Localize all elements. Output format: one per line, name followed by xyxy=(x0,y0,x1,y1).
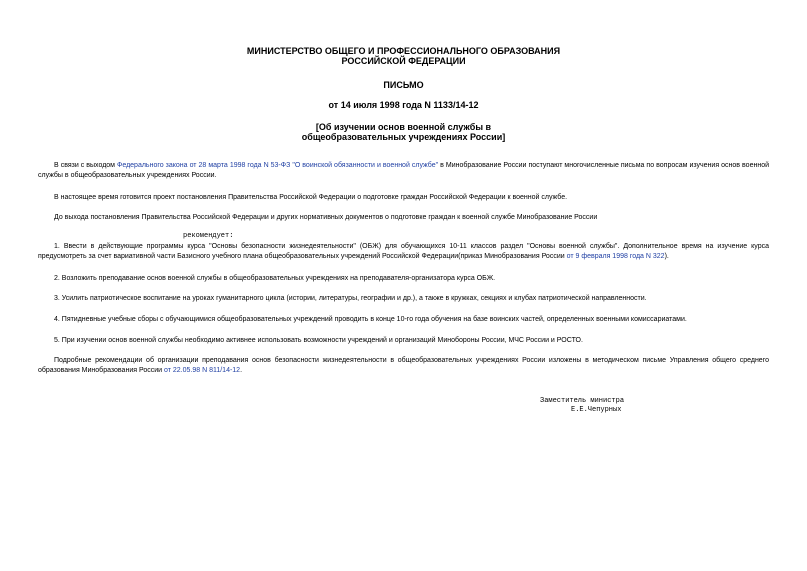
item-1-text-end: ). xyxy=(664,252,669,260)
order-322-link[interactable]: от 9 февраля 1998 года N 322 xyxy=(566,252,665,260)
document-date-number: от 14 июля 1998 года N 1133/14-12 xyxy=(328,100,479,110)
paragraph-final-text: Подробные рекомендации об организации преподавания основ безопасности жизнедеятельности в общеобразовательных учреждениях России изложены в методическом письме Управления общего среднего образования Минобразования России xyxy=(38,357,769,374)
item-1-text: 1. Ввести в действующие программы курса "Основы безопасности жизнедеятельности" (ОБЖ) для обучающихся 10-11 классов раздел "Основы военной службы". Дополнительное время на изучение курса предусмотреть за счет вариативной части Базисного учебного плана общеобразовательных учреждений Российской Федерации(приказ Минобразования России xyxy=(38,243,769,260)
ministry-line-2: РОССИЙСКОЙ ФЕДЕРАЦИИ xyxy=(341,56,466,66)
paragraph-intro-text-end: в Минобразование России поступают многочисленные письма по вопросам изучения основ военной службы в общеобразовательных учреждениях России. xyxy=(38,162,769,179)
paragraph-final-text-end: . xyxy=(240,366,243,374)
document-type: ПИСЬМО xyxy=(383,80,424,90)
paragraph-final xyxy=(38,356,769,375)
subject-line-1: [Об изучении основ военной службы в xyxy=(315,122,492,132)
document-subject xyxy=(0,122,807,142)
ministry-line-1: МИНИСТЕРСТВО ОБЩЕГО И ПРОФЕССИОНАЛЬНОГО ОБРАЗОВАНИЯ xyxy=(246,46,561,56)
signature-block xyxy=(540,397,624,415)
paragraph-pending xyxy=(38,213,769,223)
paragraph-intro-text: В связи с выходом xyxy=(54,162,118,169)
paragraph-draft xyxy=(38,193,769,203)
item-1 xyxy=(38,242,769,261)
letter-811-link[interactable]: от 22.05.98 N 811/14-12 xyxy=(163,366,241,374)
item-4 xyxy=(38,315,769,325)
signature-title: Заместитель министра xyxy=(540,397,625,405)
paragraph-draft-text: В настоящее время готовится проект постановления Правительства Российской Федерации о подготовке граждан Российской Федерации к военной службе. xyxy=(54,194,568,201)
item-3-text: 3. Усилить патриотическое воспитание на уроках гуманитарного цикла (истории, литературы, географии и др.), а также в кружках, секциях и клубах патриотической направленности. xyxy=(54,295,647,302)
recommends-label: рекомендует: xyxy=(183,232,234,240)
paragraph-pending-text: До выхода постановления Правительства Российской Федерации и других нормативных документов о подготовке граждан к военной службе Минобразование России xyxy=(54,214,598,221)
subject-line-2: общеобразовательных учреждениях России] xyxy=(301,132,506,142)
item-5 xyxy=(38,336,769,346)
item-5-text: 5. При изучении основ военной службы необходимо активнее использовать возможности учреждений и организаций Минобороны России, МЧС России и РОСТО. xyxy=(54,337,583,344)
item-2-text: 2. Возложить преподавание основ военной службы в общеобразовательных учреждениях на преподавателя-организатора курса ОБЖ. xyxy=(54,275,496,282)
ministry-heading xyxy=(0,46,807,66)
paragraph-intro xyxy=(38,161,769,180)
item-4-text: 4. Пятидневные учебные сборы с обучающимися общеобразовательных учреждений проводить в конце 10-го года обучения на базе воинских частей, определенных военными комиссариатами. xyxy=(54,316,687,323)
signature-name: Е.Е.Чепурных xyxy=(571,406,622,414)
federal-law-link[interactable]: Федерального закона от 28 марта 1998 года N 53-ФЗ "О воинской обязанности и военной службе" xyxy=(117,162,439,169)
item-3 xyxy=(38,294,769,304)
item-2 xyxy=(38,274,769,284)
